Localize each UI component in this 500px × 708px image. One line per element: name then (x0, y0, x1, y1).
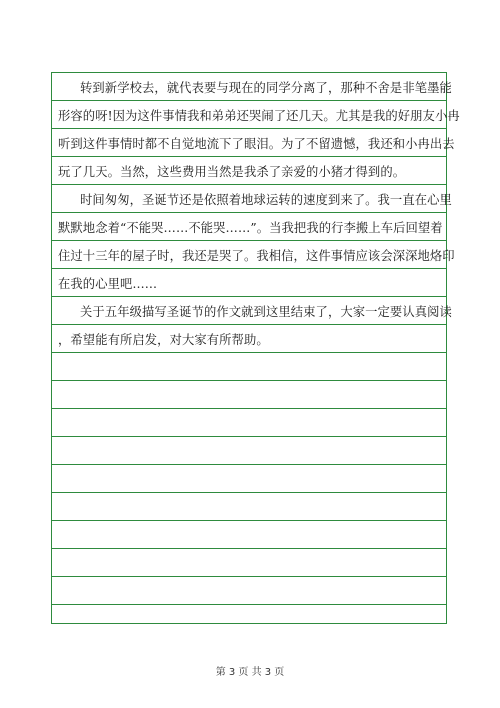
ruled-line (52, 184, 446, 185)
ruled-line (52, 212, 446, 213)
paragraph-2-line-1: 时间匆匆，圣诞节还是依照着地球运转的速度到来了。我一直在心里 (80, 193, 452, 207)
ruled-line (52, 352, 446, 353)
ruled-line (52, 324, 446, 325)
ruled-line (52, 156, 446, 157)
paragraph-3-line-2: ，希望能有所启发，对大家有所帮助。 (58, 333, 269, 347)
ruled-line (52, 268, 446, 269)
page-number-footer: 第 3 页 共 3 页 (215, 667, 285, 678)
ruled-line (52, 576, 446, 577)
ruled-line (52, 128, 446, 129)
ruled-line (52, 492, 446, 493)
ruled-line (52, 380, 446, 381)
ruled-line (52, 240, 446, 241)
paragraph-1-line-3: 听到这件事情时都不自觉地流下了眼泪。为了不留遗憾，我还和小冉出去 (58, 137, 455, 151)
ruled-line (52, 100, 446, 101)
ruled-line (52, 604, 446, 605)
ruled-line (52, 548, 446, 549)
ruled-line (52, 296, 446, 297)
paragraph-2-line-3: 住过十三年的屋子时，我还是哭了。我相信，这件事情应该会深深地烙印 (58, 249, 455, 263)
ruled-line (52, 408, 446, 409)
paragraph-1-line-2: 形容的呀!因为这件事情我和弟弟还哭闹了还几天。尤其是我的好朋友小冉 (58, 109, 460, 123)
paragraph-1-line-1: 转到新学校去，就代表要与现在的同学分离了，那种不舍是非笔墨能 (80, 81, 452, 95)
paragraph-1-line-4: 玩了几天。当然，这些费用当然是我杀了亲爱的小猪才得到的。 (58, 165, 406, 179)
ruled-line (52, 464, 446, 465)
ruled-writing-sheet (51, 72, 460, 624)
ruled-line (52, 520, 446, 521)
paragraph-3-line-1: 关于五年级描写圣诞节的作文就到这里结束了，大家一定要认真阅读 (80, 305, 452, 319)
ruled-line (52, 436, 446, 437)
paragraph-2-line-4: 在我的心里吧…… (58, 277, 158, 291)
paragraph-2-line-2: 默默地念着“不能哭……不能哭……”。当我把我的行李搬上车后回望着 (58, 221, 443, 235)
